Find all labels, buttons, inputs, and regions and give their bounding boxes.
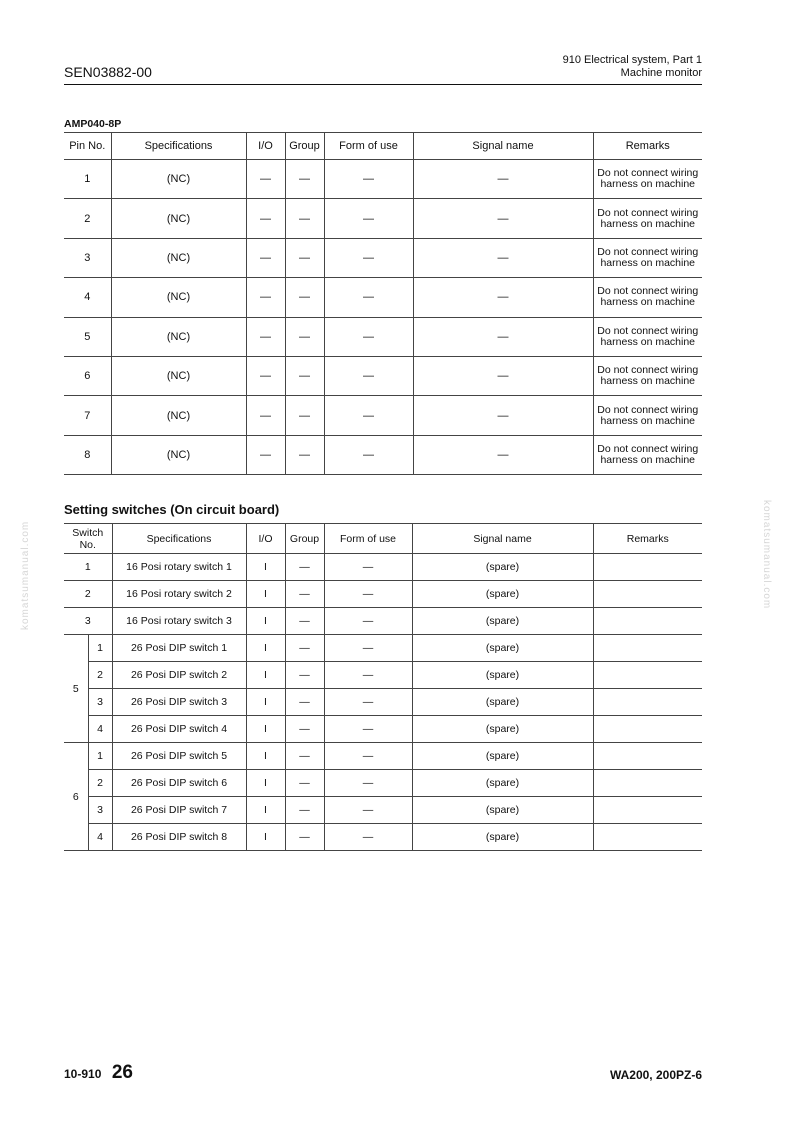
table-cell: — bbox=[285, 396, 324, 435]
table-cell: — bbox=[246, 317, 285, 356]
table-cell: 26 Posi DIP switch 3 bbox=[112, 689, 246, 716]
table-cell: I bbox=[246, 770, 285, 797]
table-cell: — bbox=[285, 581, 324, 608]
table-cell: — bbox=[285, 278, 324, 317]
table-cell: 26 Posi DIP switch 4 bbox=[112, 716, 246, 743]
table-row bbox=[64, 770, 702, 797]
table-cell: — bbox=[324, 824, 412, 851]
table-row bbox=[64, 824, 702, 851]
table-cell: — bbox=[324, 278, 413, 317]
connector-title: AMP040-8P bbox=[64, 118, 122, 130]
table-cell: 16 Posi rotary switch 1 bbox=[112, 554, 246, 581]
table-row bbox=[64, 743, 702, 770]
table-cell: — bbox=[413, 199, 593, 238]
table-row bbox=[64, 635, 702, 662]
table-cell: (spare) bbox=[412, 797, 593, 824]
table-cell: — bbox=[413, 356, 593, 395]
table-cell bbox=[593, 608, 702, 635]
connector-header-row bbox=[64, 133, 702, 160]
table-cell: 16 Posi rotary switch 3 bbox=[112, 608, 246, 635]
table-cell: — bbox=[413, 317, 593, 356]
connector-pin-table bbox=[64, 132, 702, 475]
table-row bbox=[64, 278, 702, 317]
table-cell: (spare) bbox=[412, 608, 593, 635]
page-number: 26 bbox=[111, 1062, 133, 1083]
switch-table-body bbox=[64, 554, 702, 851]
table-cell: 1 bbox=[88, 743, 112, 770]
table-cell: Do not connect wiring harness on machine bbox=[593, 238, 702, 277]
table-cell: — bbox=[285, 317, 324, 356]
table-cell: — bbox=[246, 396, 285, 435]
table-row bbox=[64, 662, 702, 689]
table-cell: — bbox=[324, 797, 412, 824]
table-cell: — bbox=[324, 662, 412, 689]
table-cell: 1 bbox=[64, 160, 111, 199]
connector-table-body bbox=[64, 160, 702, 475]
table-cell: 6 bbox=[64, 356, 111, 395]
table-cell: (NC) bbox=[111, 356, 246, 395]
table-cell: — bbox=[285, 160, 324, 199]
table-cell: 26 Posi DIP switch 6 bbox=[112, 770, 246, 797]
table-cell: I bbox=[246, 824, 285, 851]
table-cell: I bbox=[246, 743, 285, 770]
table-row bbox=[64, 581, 702, 608]
table-cell: I bbox=[246, 635, 285, 662]
table-cell: 6 bbox=[64, 743, 88, 851]
table-cell: I bbox=[246, 662, 285, 689]
switch-header-row bbox=[64, 524, 702, 554]
table-cell: 26 Posi DIP switch 2 bbox=[112, 662, 246, 689]
table-cell: 2 bbox=[64, 581, 112, 608]
table-cell: — bbox=[285, 238, 324, 277]
table-cell: (spare) bbox=[412, 743, 593, 770]
column-header: Signal name bbox=[412, 524, 593, 554]
watermark-right: komatsumanual.com bbox=[761, 500, 772, 610]
column-header: Form of use bbox=[324, 524, 412, 554]
table-cell: (spare) bbox=[412, 554, 593, 581]
table-cell: — bbox=[324, 608, 412, 635]
table-cell: — bbox=[324, 199, 413, 238]
table-cell: (spare) bbox=[412, 662, 593, 689]
table-cell: — bbox=[246, 199, 285, 238]
table-cell: (spare) bbox=[412, 689, 593, 716]
column-header: Pin No. bbox=[64, 133, 111, 160]
table-cell: (NC) bbox=[111, 278, 246, 317]
table-cell: — bbox=[285, 356, 324, 395]
page-prefix: 10-910 bbox=[64, 1067, 102, 1081]
table-cell: (spare) bbox=[412, 635, 593, 662]
table-cell bbox=[593, 797, 702, 824]
table-cell: 26 Posi DIP switch 1 bbox=[112, 635, 246, 662]
table-cell: 1 bbox=[88, 635, 112, 662]
table-cell: — bbox=[413, 435, 593, 474]
table-cell: 3 bbox=[88, 689, 112, 716]
table-cell: — bbox=[285, 770, 324, 797]
table-row bbox=[64, 716, 702, 743]
table-cell: 1 bbox=[64, 554, 112, 581]
table-cell: (spare) bbox=[412, 824, 593, 851]
table-cell: 2 bbox=[88, 662, 112, 689]
table-cell bbox=[593, 581, 702, 608]
table-row bbox=[64, 689, 702, 716]
table-cell: 3 bbox=[88, 797, 112, 824]
table-cell: 26 Posi DIP switch 5 bbox=[112, 743, 246, 770]
table-cell: I bbox=[246, 716, 285, 743]
table-cell: — bbox=[285, 743, 324, 770]
table-cell: — bbox=[324, 396, 413, 435]
table-cell: — bbox=[246, 160, 285, 199]
table-cell: 26 Posi DIP switch 7 bbox=[112, 797, 246, 824]
column-header: Signal name bbox=[413, 133, 593, 160]
table-cell: I bbox=[246, 581, 285, 608]
column-header: Remarks bbox=[593, 133, 702, 160]
table-cell: I bbox=[246, 689, 285, 716]
section-name: 910 Electrical system, Part 1 bbox=[562, 54, 702, 66]
table-cell: (NC) bbox=[111, 160, 246, 199]
table-cell: — bbox=[246, 356, 285, 395]
table-cell: (spare) bbox=[412, 770, 593, 797]
table-cell: — bbox=[324, 356, 413, 395]
column-header: Remarks bbox=[593, 524, 702, 554]
table-row bbox=[64, 199, 702, 238]
table-row bbox=[64, 238, 702, 277]
table-cell: (NC) bbox=[111, 435, 246, 474]
column-header: Specifications bbox=[112, 524, 246, 554]
table-cell: Do not connect wiring harness on machine bbox=[593, 396, 702, 435]
table-cell: 4 bbox=[88, 716, 112, 743]
machine-model: WA200, 200PZ-6 bbox=[609, 1068, 702, 1082]
table-cell: (spare) bbox=[412, 581, 593, 608]
table-cell: — bbox=[246, 435, 285, 474]
table-cell: 7 bbox=[64, 396, 111, 435]
table-cell: — bbox=[413, 278, 593, 317]
table-cell: — bbox=[285, 554, 324, 581]
table-cell: I bbox=[246, 608, 285, 635]
switch-table bbox=[64, 523, 702, 851]
table-cell: — bbox=[324, 689, 412, 716]
table-cell: — bbox=[285, 797, 324, 824]
table-cell: I bbox=[246, 554, 285, 581]
table-cell bbox=[593, 743, 702, 770]
table-cell: — bbox=[285, 199, 324, 238]
table-cell: (NC) bbox=[111, 396, 246, 435]
table-cell: Do not connect wiring harness on machine bbox=[593, 199, 702, 238]
table-cell: 16 Posi rotary switch 2 bbox=[112, 581, 246, 608]
table-row bbox=[64, 554, 702, 581]
table-cell bbox=[593, 635, 702, 662]
table-cell: — bbox=[285, 608, 324, 635]
column-header: Switch No. bbox=[64, 524, 112, 554]
table-row bbox=[64, 435, 702, 474]
column-header: Specifications bbox=[111, 133, 246, 160]
table-cell: — bbox=[285, 716, 324, 743]
table-cell: — bbox=[324, 317, 413, 356]
table-row bbox=[64, 317, 702, 356]
table-row bbox=[64, 396, 702, 435]
section-title bbox=[563, 54, 702, 80]
table-cell: — bbox=[413, 238, 593, 277]
column-header: Group bbox=[285, 133, 324, 160]
table-cell: — bbox=[246, 278, 285, 317]
table-cell: — bbox=[285, 824, 324, 851]
column-header: Group bbox=[285, 524, 324, 554]
table-cell bbox=[593, 770, 702, 797]
watermark-left: komatsumanual.com bbox=[20, 520, 31, 630]
table-cell: 3 bbox=[64, 238, 111, 277]
table-cell: Do not connect wiring harness on machine bbox=[593, 317, 702, 356]
table-cell bbox=[593, 689, 702, 716]
column-header: Form of use bbox=[324, 133, 413, 160]
column-header: I/O bbox=[246, 133, 285, 160]
table-cell: 26 Posi DIP switch 8 bbox=[112, 824, 246, 851]
table-cell: — bbox=[324, 435, 413, 474]
table-cell: 2 bbox=[64, 199, 111, 238]
table-cell: — bbox=[285, 662, 324, 689]
table-cell: Do not connect wiring harness on machine bbox=[593, 278, 702, 317]
table-cell: 2 bbox=[88, 770, 112, 797]
table-cell: — bbox=[324, 635, 412, 662]
table-cell: — bbox=[324, 716, 412, 743]
table-cell: — bbox=[324, 160, 413, 199]
table-cell: — bbox=[324, 554, 412, 581]
table-cell: (spare) bbox=[412, 716, 593, 743]
table-cell: Do not connect wiring harness on machine bbox=[593, 435, 702, 474]
table-cell: — bbox=[413, 396, 593, 435]
document-id: SEN03882-00 bbox=[64, 64, 152, 80]
table-cell bbox=[593, 554, 702, 581]
table-cell: (NC) bbox=[111, 238, 246, 277]
table-row bbox=[64, 608, 702, 635]
table-cell: — bbox=[285, 689, 324, 716]
table-cell: — bbox=[285, 635, 324, 662]
table-cell: I bbox=[246, 797, 285, 824]
table-cell: (NC) bbox=[111, 199, 246, 238]
table-cell: — bbox=[246, 238, 285, 277]
table-cell: — bbox=[413, 160, 593, 199]
table-cell: 8 bbox=[64, 435, 111, 474]
table-cell: — bbox=[285, 435, 324, 474]
table-cell: — bbox=[324, 770, 412, 797]
table-cell bbox=[593, 716, 702, 743]
table-cell: 5 bbox=[64, 635, 88, 743]
table-cell: — bbox=[324, 581, 412, 608]
table-row bbox=[64, 160, 702, 199]
table-cell: — bbox=[324, 743, 412, 770]
table-cell: 4 bbox=[88, 824, 112, 851]
page-footer bbox=[64, 1062, 133, 1084]
table-cell bbox=[593, 662, 702, 689]
table-cell bbox=[593, 824, 702, 851]
page-header bbox=[64, 54, 702, 85]
table-cell: 4 bbox=[64, 278, 111, 317]
table-cell: Do not connect wiring harness on machine bbox=[593, 356, 702, 395]
table-cell: 3 bbox=[64, 608, 112, 635]
table-cell: 5 bbox=[64, 317, 111, 356]
table-row bbox=[64, 356, 702, 395]
column-header: I/O bbox=[246, 524, 285, 554]
table-row bbox=[64, 797, 702, 824]
table-cell: Do not connect wiring harness on machine bbox=[593, 160, 702, 199]
subsection-name: Machine monitor bbox=[620, 67, 702, 79]
switches-title: Setting switches (On circuit board) bbox=[64, 502, 280, 517]
table-cell: — bbox=[324, 238, 413, 277]
table-cell: (NC) bbox=[111, 317, 246, 356]
